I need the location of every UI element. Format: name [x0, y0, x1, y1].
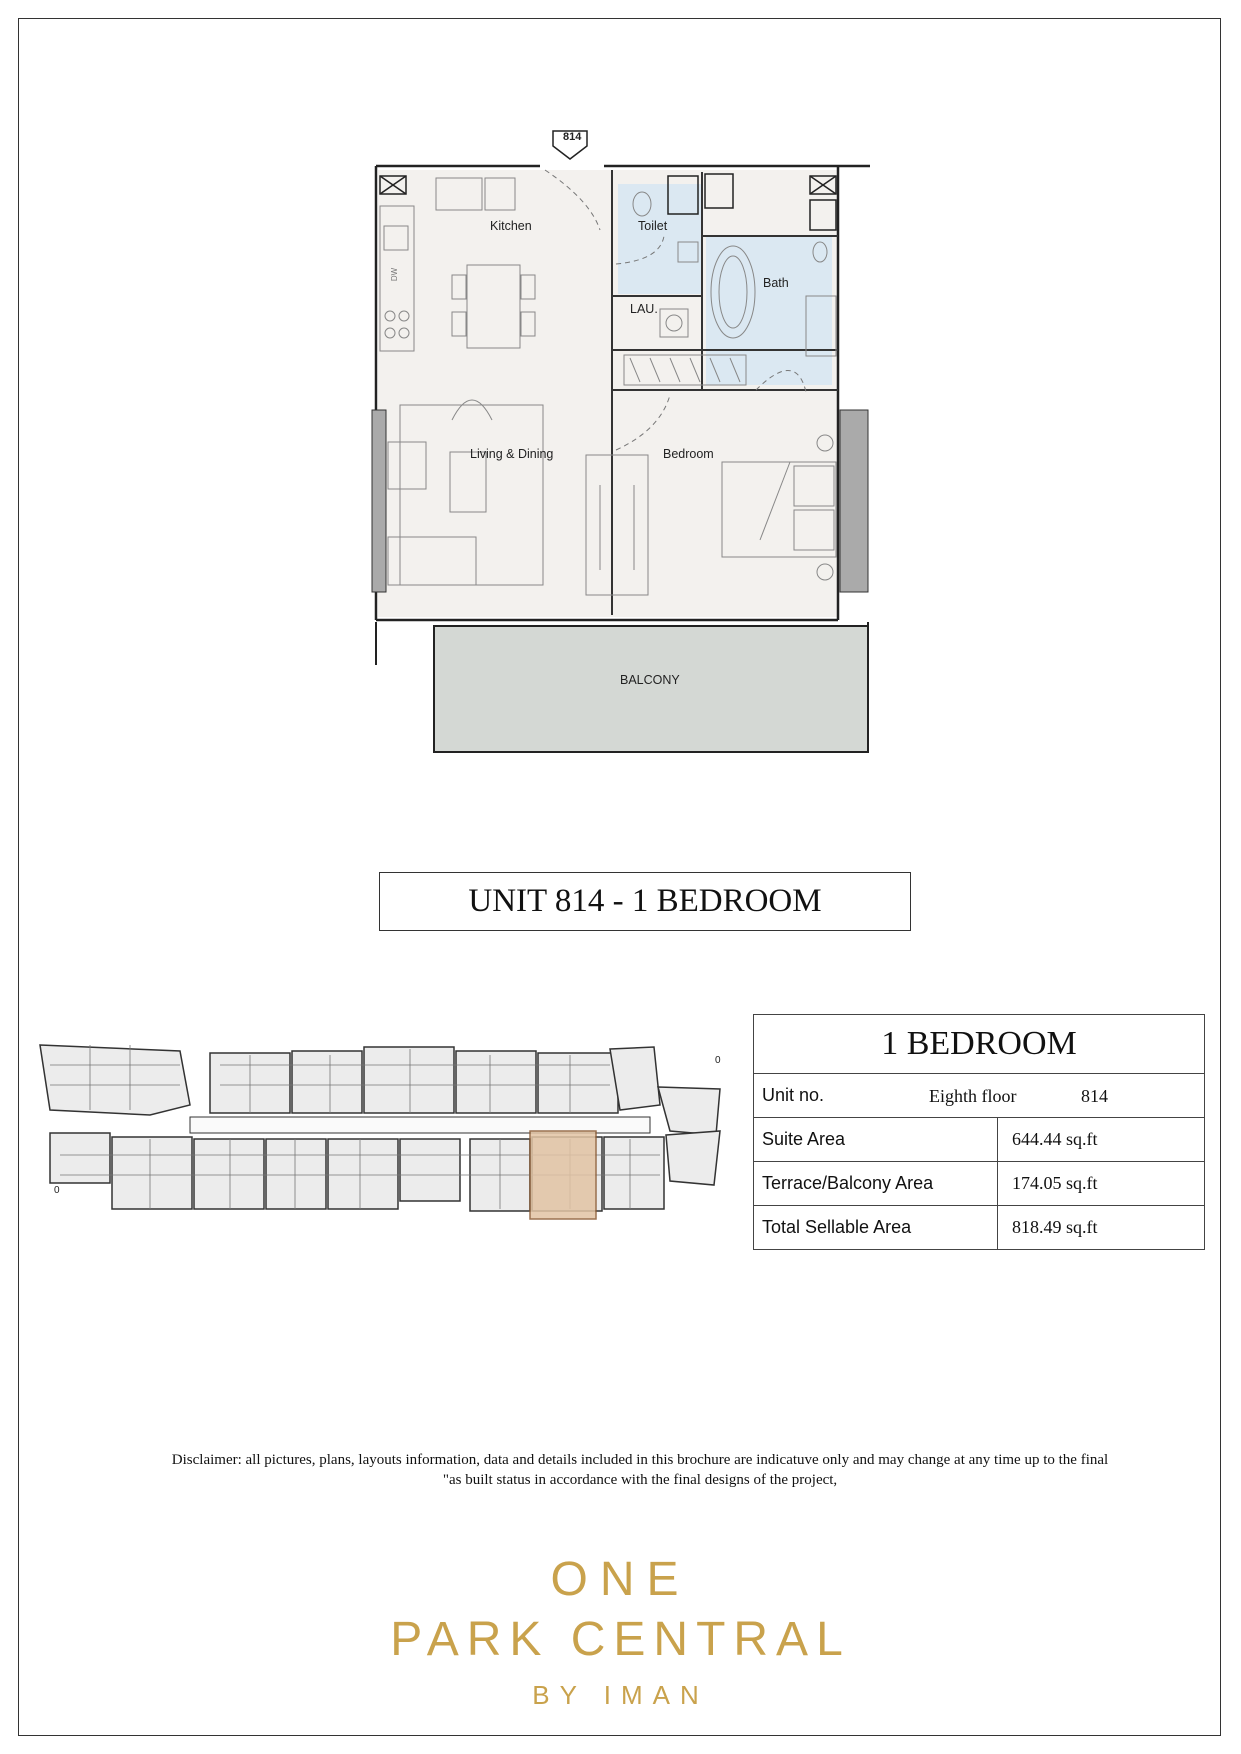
spec-row-label: Total Sellable Area: [754, 1206, 998, 1250]
room-label-balcony: BALCONY: [620, 673, 680, 687]
spec-heading: 1 BEDROOM: [754, 1015, 1205, 1074]
room-label-bath: Bath: [763, 276, 789, 290]
spec-row: [754, 1118, 1205, 1162]
floor-value: Eighth floor: [929, 1086, 1017, 1106]
spec-row: [754, 1162, 1205, 1206]
unit-title: UNIT 814 - 1 BEDROOM: [379, 872, 911, 931]
room-label-living: Living & Dining: [470, 447, 554, 461]
room-label-toilet: Toilet: [638, 219, 668, 233]
spec-unit-row: [754, 1074, 1205, 1118]
logo-line-by-iman: BY IMAN: [532, 1680, 709, 1710]
dishwasher-label: DW: [390, 267, 400, 282]
unit-no-value: 814: [1081, 1086, 1108, 1106]
key-plan: [30, 1035, 730, 1265]
room-label-bedroom: Bedroom: [663, 447, 714, 461]
logo-line-one: ONE: [550, 1553, 691, 1606]
spec-row-value: 174.05 sq.ft: [998, 1162, 1205, 1206]
spec-row-value: 818.49 sq.ft: [998, 1206, 1205, 1250]
spec-row-value: 644.44 sq.ft: [998, 1118, 1205, 1162]
unit-marker-label: 814: [563, 131, 582, 143]
key-plan-marker-right: 0: [715, 1055, 721, 1066]
disclaimer-line-2: "as built status in accordance with the final designs of the project,: [442, 1472, 838, 1488]
unit-spec-table: [753, 1014, 1205, 1250]
key-plan-marker-left: 0: [54, 1185, 60, 1196]
spec-heading-row: [754, 1015, 1205, 1074]
disclaimer-line-1: Disclaimer: all pictures, plans, layouts information, data and details included in this brochure are indicatuve only and may change at any time up to the final: [171, 1452, 1109, 1468]
spec-row-label: Suite Area: [754, 1118, 998, 1162]
room-label-kitchen: Kitchen: [490, 219, 532, 233]
spec-unit-cell: [754, 1074, 1205, 1118]
unit-floor-plan: [0, 0, 1241, 760]
spec-row: [754, 1206, 1205, 1250]
spec-row-label: Terrace/Balcony Area: [754, 1162, 998, 1206]
logo-line-park-central: PARK CENTRAL: [390, 1613, 851, 1666]
disclaimer: [60, 1450, 1220, 1490]
unit-no-label: Unit no.: [762, 1085, 825, 1105]
room-label-laundry: LAU.: [630, 302, 658, 316]
